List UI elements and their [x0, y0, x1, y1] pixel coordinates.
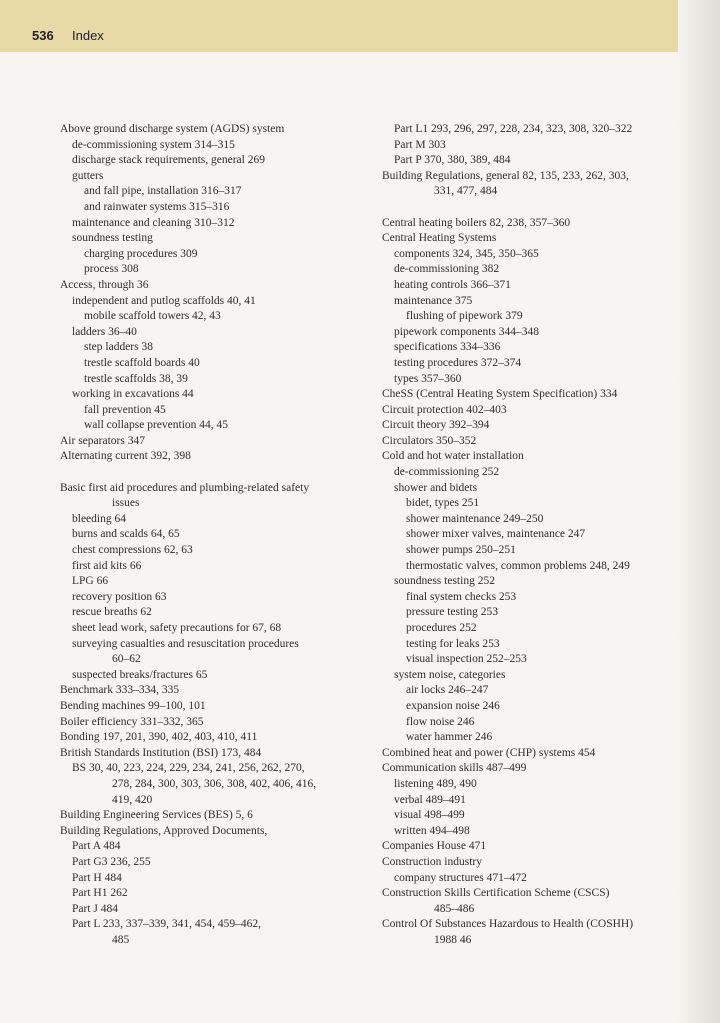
index-heading-entry: Benchmark 333–334, 335	[60, 684, 180, 697]
index-entry-continuation: issues	[112, 497, 140, 510]
index-subentry: bleeding 64	[72, 512, 126, 525]
index-heading-entry: Building Regulations, Approved Documents,	[60, 824, 268, 837]
index-subentry: gutters	[72, 169, 104, 182]
index-subentry: testing procedures 372–374	[394, 356, 522, 369]
index-subentry: Part H 484	[72, 871, 122, 884]
index-subentry: visual 498–499	[394, 809, 465, 822]
index-subentry: step ladders 38	[84, 341, 153, 354]
index-subentry: water hammer 246	[406, 731, 493, 744]
index-heading-entry: Air separators 347	[60, 434, 145, 447]
entry-spacer	[60, 465, 360, 481]
index-heading-entry: Control Of Substances Hazardous to Health (COSHH)	[382, 918, 634, 931]
index-subentry: types 357–360	[394, 372, 462, 385]
index-heading-entry: Construction Skills Certification Scheme (CSCS)	[382, 887, 610, 900]
index-subentry: Part P 370, 380, 389, 484	[394, 154, 511, 167]
index-heading-entry: CheSS (Central Heating System Specification) 334	[382, 388, 618, 401]
index-subentry: Part G3 236, 255	[72, 855, 151, 868]
index-subentry: independent and putlog scaffolds 40, 41	[72, 294, 256, 307]
index-heading-entry: Above ground discharge system (AGDS) system	[60, 123, 285, 135]
index-heading-entry: Building Engineering Services (BES) 5, 6	[60, 809, 253, 822]
index-subentry: soundness testing 252	[394, 575, 495, 588]
index-subentry: written 494–498	[394, 824, 470, 837]
index-subentry: discharge stack requirements, general 269	[72, 154, 265, 167]
index-subentry: LPG 66	[72, 575, 109, 588]
index-heading-entry: Access, through 36	[60, 278, 149, 291]
index-heading-entry: Central Heating Systems	[382, 232, 497, 245]
index-subentry: fall prevention 45	[84, 403, 166, 416]
index-subentry: Part L1 293, 296, 297, 228, 234, 323, 308, 320–322	[394, 123, 633, 135]
index-subentry: flushing of pipework 379	[406, 310, 523, 323]
index-subentry: de-commissioning 252	[394, 466, 500, 479]
index-subentry: process 308	[84, 263, 139, 276]
index-subentry: suspected breaks/fractures 65	[72, 668, 208, 681]
index-subentry: Part J 484	[72, 902, 118, 915]
index-heading-entry: Boiler efficiency 331–332, 365	[60, 715, 204, 728]
page-title: Index	[72, 28, 104, 43]
index-heading-entry: Building Regulations, general 82, 135, 233, 262, 303,	[382, 169, 629, 182]
index-subentry: wall collapse prevention 44, 45	[84, 419, 229, 432]
index-subentry: trestle scaffolds 38, 39	[84, 372, 188, 385]
index-subentry: surveying casualties and resuscitation procedures	[72, 637, 299, 650]
index-subentry: first aid kits 66	[72, 559, 142, 572]
index-subentry: bidet, types 251	[406, 497, 480, 510]
index-subentry: maintenance 375	[394, 294, 473, 307]
page-header	[0, 0, 678, 52]
index-subentry: pipework components 344–348	[394, 325, 540, 338]
index-subentry: charging procedures 309	[84, 247, 198, 260]
index-heading-entry: Basic first aid procedures and plumbing-related safety	[60, 481, 310, 494]
index-subentry: and rainwater systems 315–316	[84, 200, 230, 213]
index-subentry: shower mixer valves, maintenance 247	[406, 528, 586, 541]
index-heading-entry: Communication skills 487–499	[382, 762, 527, 775]
index-subentry: ladders 36–40	[72, 325, 137, 338]
index-subentry: components 324, 345, 350–365	[394, 247, 539, 260]
index-subentry: thermostatic valves, common problems 248, 249	[406, 559, 630, 572]
index-heading-entry: Bending machines 99–100, 101	[60, 699, 206, 712]
index-subentry: air locks 246–247	[406, 684, 489, 697]
index-subentry: procedures 252	[406, 622, 477, 634]
index-subentry: listening 489, 490	[394, 777, 477, 790]
page-number: 536	[32, 28, 54, 43]
page-edge-shadow	[676, 0, 720, 1023]
index-subentry: company structures 471–472	[394, 871, 527, 884]
index-heading-entry: Combined heat and power (CHP) systems 454	[382, 746, 596, 759]
index-subentry: shower maintenance 249–250	[406, 512, 544, 525]
index-heading-entry: British Standards Institution (BSI) 173, 484	[60, 746, 262, 759]
index-subentry: sheet lead work, safety precautions for 67, 68	[72, 622, 282, 634]
entry-spacer	[382, 200, 682, 216]
index-subentry: visual inspection 252–253	[406, 653, 527, 666]
index-subentry: final system checks 253	[406, 590, 517, 603]
index-entry-continuation: 331, 477, 484	[434, 185, 498, 198]
index-heading-entry: Bonding 197, 201, 390, 402, 403, 410, 411	[60, 731, 258, 744]
index-subentry: soundness testing	[72, 232, 153, 245]
index-subentry: flow noise 246	[406, 715, 475, 728]
index-subentry: Part H1 262	[72, 887, 128, 900]
index-subentry: working in excavations 44	[72, 388, 194, 401]
index-subentry: Part M 303	[394, 138, 446, 151]
index-subentry: BS 30, 40, 223, 224, 229, 234, 241, 256, 262, 270,	[72, 762, 305, 775]
index-subentry: rescue breaths 62	[72, 606, 152, 619]
index-heading-entry: Circulators 350–352	[382, 434, 477, 447]
index-subentry: chest compressions 62, 63	[72, 544, 193, 557]
index-subentry: mobile scaffold towers 42, 43	[84, 310, 221, 323]
index-heading-entry: Companies House 471	[382, 840, 487, 853]
index-subentry: Part A 484	[72, 840, 121, 853]
index-subentry: verbal 489–491	[394, 793, 466, 806]
index-subentry: shower pumps 250–251	[406, 544, 516, 557]
index-subentry: de-commissioning 382	[394, 263, 500, 276]
index-subentry: and fall pipe, installation 316–317	[84, 185, 242, 198]
index-subentry: heating controls 366–371	[394, 278, 511, 291]
index-subentry: trestle scaffold boards 40	[84, 356, 200, 369]
index-subentry: shower and bidets	[394, 481, 478, 494]
index-heading-entry: Circuit theory 392–394	[382, 419, 490, 432]
index-subentry: burns and scalds 64, 65	[72, 528, 180, 541]
index-subentry: system noise, categories	[394, 668, 506, 681]
index-heading-entry: Alternating current 392, 398	[60, 450, 191, 463]
index-entry-continuation: 419, 420	[112, 793, 153, 806]
index-subentry: Part L 233, 337–339, 341, 454, 459–462,	[72, 918, 261, 931]
index-entry-continuation: 1988 46	[434, 933, 472, 946]
index-subentry: pressure testing 253	[406, 606, 498, 619]
index-heading-entry: Central heating boilers 82, 238, 357–360	[382, 216, 571, 229]
index-entry-continuation: 60–62	[112, 653, 141, 666]
index-subentry: recovery position 63	[72, 590, 167, 603]
index-subentry: specifications 334–336	[394, 341, 501, 354]
index-heading-entry: Circuit protection 402–403	[382, 403, 507, 416]
index-column-left	[60, 122, 360, 948]
index-subentry: maintenance and cleaning 310–312	[72, 216, 235, 229]
index-heading-entry: Construction industry	[382, 855, 482, 868]
index-entry-continuation: 485–486	[434, 902, 475, 915]
index-column-right	[382, 122, 682, 948]
index-entry-continuation: 485	[112, 933, 130, 946]
index-heading-entry: Cold and hot water installation	[382, 450, 524, 463]
index-entry-continuation: 278, 284, 300, 303, 306, 308, 402, 406, 416,	[112, 777, 317, 790]
index-subentry: testing for leaks 253	[406, 637, 500, 650]
index-subentry: expansion noise 246	[406, 699, 500, 712]
index-subentry: de-commissioning system 314–315	[72, 138, 235, 151]
